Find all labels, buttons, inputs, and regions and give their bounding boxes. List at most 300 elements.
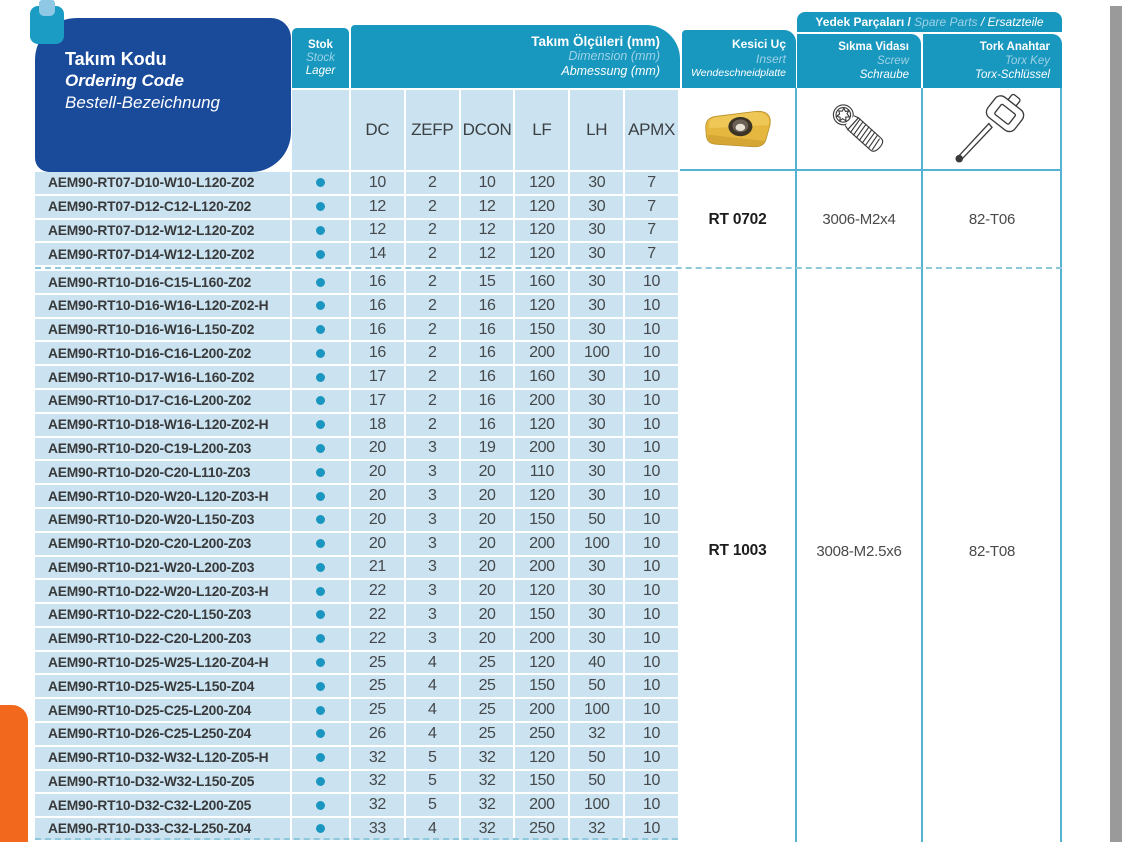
stock-dot xyxy=(316,515,325,524)
value-dc: 25 xyxy=(351,652,404,676)
value-lf: 110 xyxy=(515,461,568,485)
value-dcon: 16 xyxy=(461,342,514,366)
spare-parts-label-tr: Yedek Parçaları / xyxy=(815,15,915,29)
stock-cell xyxy=(292,533,349,557)
stock-dot xyxy=(316,682,325,691)
table-row xyxy=(35,557,678,581)
stock-cell xyxy=(292,461,349,485)
value-lf: 120 xyxy=(515,414,568,438)
value-dcon: 16 xyxy=(461,390,514,414)
stock-dot xyxy=(316,492,325,501)
value-dcon: 16 xyxy=(461,295,514,319)
value-dc: 17 xyxy=(351,390,404,414)
screw-label-de: Schraube xyxy=(859,69,909,81)
value-dcon: 20 xyxy=(461,628,514,652)
value-dc: 32 xyxy=(351,794,404,818)
grid-line-horizontal xyxy=(680,169,1062,171)
value-dcon: 32 xyxy=(461,747,514,771)
torx-screw-drawing xyxy=(797,88,921,169)
stock-cell xyxy=(292,390,349,414)
spare-parts-label-de: / Ersatzteile xyxy=(977,15,1044,29)
ordering-code: AEM90-RT10-D20-W20-L150-Z03 xyxy=(35,509,290,533)
table-row xyxy=(35,390,678,414)
value-dcon: 32 xyxy=(461,818,514,842)
value-apmx: 7 xyxy=(625,243,678,267)
value-apmx: 10 xyxy=(625,723,678,747)
stock-dot xyxy=(316,373,325,382)
value-dcon: 20 xyxy=(461,580,514,604)
stock-cell xyxy=(292,699,349,723)
ordering-code: AEM90-RT10-D16-W16-L120-Z02-H xyxy=(35,295,290,319)
value-zefp: 4 xyxy=(406,675,459,699)
value-lh: 50 xyxy=(570,771,623,795)
group2-screw-code: 3008-M2.5x6 xyxy=(816,542,902,560)
ordering-code: AEM90-RT07-D14-W12-L120-Z02 xyxy=(35,243,290,267)
value-zefp: 3 xyxy=(406,509,459,533)
stock-dot xyxy=(316,753,325,762)
stock-cell xyxy=(292,342,349,366)
value-dcon: 20 xyxy=(461,604,514,628)
value-lf: 120 xyxy=(515,243,568,267)
ordering-code: AEM90-RT10-D20-C20-L200-Z03 xyxy=(35,533,290,557)
bottom-divider-dashed xyxy=(35,838,678,840)
value-lh: 50 xyxy=(570,675,623,699)
value-dcon: 20 xyxy=(461,557,514,581)
ordering-code: AEM90-RT07-D12-C12-L120-Z02 xyxy=(35,196,290,220)
value-lf: 200 xyxy=(515,533,568,557)
stock-cell xyxy=(292,628,349,652)
stock-column-header xyxy=(292,28,349,88)
value-dc: 32 xyxy=(351,771,404,795)
value-lh: 32 xyxy=(570,818,623,842)
value-zefp: 3 xyxy=(406,557,459,581)
value-lh: 30 xyxy=(570,438,623,462)
stock-cell xyxy=(292,271,349,295)
stock-cell xyxy=(292,438,349,462)
stock-cell xyxy=(292,557,349,581)
ordering-code: AEM90-RT10-D16-C16-L200-Z02 xyxy=(35,342,290,366)
insert-label-tr: Kesici Uç xyxy=(731,37,786,52)
value-apmx: 10 xyxy=(625,747,678,771)
milling-insert-photo xyxy=(680,88,795,169)
ordering-code: AEM90-RT10-D17-W16-L160-Z02 xyxy=(35,366,290,390)
value-lh: 30 xyxy=(570,580,623,604)
stock-cell xyxy=(292,243,349,267)
value-dcon: 12 xyxy=(461,196,514,220)
ordering-code: AEM90-RT10-D25-C25-L200-Z04 xyxy=(35,699,290,723)
value-dcon: 16 xyxy=(461,366,514,390)
ordering-code: AEM90-RT10-D32-C32-L200-Z05 xyxy=(35,794,290,818)
value-lh: 30 xyxy=(570,271,623,295)
ordering-code: AEM90-RT10-D17-C16-L200-Z02 xyxy=(35,390,290,414)
group2-insert-code: RT 1003 xyxy=(708,542,767,559)
ordering-code: AEM90-RT10-D32-W32-L150-Z05 xyxy=(35,771,290,795)
ordering-code: AEM90-RT10-D20-W20-L120-Z03-H xyxy=(35,485,290,509)
value-lf: 250 xyxy=(515,818,568,842)
value-dc: 16 xyxy=(351,271,404,295)
value-apmx: 10 xyxy=(625,557,678,581)
stock-dot xyxy=(316,178,325,187)
value-dc: 20 xyxy=(351,509,404,533)
value-lf: 250 xyxy=(515,723,568,747)
dimensions-label-de: Abmessung (mm) xyxy=(561,64,660,78)
value-dc: 20 xyxy=(351,533,404,557)
value-dc: 20 xyxy=(351,438,404,462)
stock-dot xyxy=(316,202,325,211)
value-apmx: 10 xyxy=(625,271,678,295)
table-row xyxy=(35,723,678,747)
screw-label-en: Screw xyxy=(877,55,909,67)
value-dc: 33 xyxy=(351,818,404,842)
value-lf: 200 xyxy=(515,557,568,581)
page-edge-orange-tab xyxy=(0,705,28,842)
table-row xyxy=(35,533,678,557)
ordering-code: AEM90-RT10-D21-W20-L200-Z03 xyxy=(35,557,290,581)
value-dc: 32 xyxy=(351,747,404,771)
stock-dot xyxy=(316,349,325,358)
ordering-code: AEM90-RT10-D22-C20-L200-Z03 xyxy=(35,628,290,652)
stock-cell xyxy=(292,723,349,747)
value-lf: 120 xyxy=(515,295,568,319)
stock-dot xyxy=(316,468,325,477)
value-lf: 200 xyxy=(515,438,568,462)
value-dc: 12 xyxy=(351,196,404,220)
value-lf: 150 xyxy=(515,771,568,795)
table-row xyxy=(35,438,678,462)
value-zefp: 3 xyxy=(406,461,459,485)
spare-parts-header xyxy=(797,12,1062,32)
value-lh: 30 xyxy=(570,628,623,652)
screw-column-header xyxy=(797,34,921,88)
table-row xyxy=(35,652,678,676)
table-row xyxy=(35,675,678,699)
value-zefp: 5 xyxy=(406,771,459,795)
ordering-code: AEM90-RT10-D20-C19-L200-Z03 xyxy=(35,438,290,462)
value-lf: 120 xyxy=(515,747,568,771)
table-row xyxy=(35,196,678,220)
screw-label-tr: Sıkma Vidası xyxy=(838,41,909,53)
table-row xyxy=(35,604,678,628)
stock-cell xyxy=(292,366,349,390)
table-row xyxy=(35,271,678,295)
value-apmx: 7 xyxy=(625,196,678,220)
ordering-code: AEM90-RT10-D22-C20-L150-Z03 xyxy=(35,604,290,628)
value-apmx: 10 xyxy=(625,580,678,604)
stock-dot xyxy=(316,301,325,310)
value-lh: 30 xyxy=(570,172,623,196)
group1-torx-code: 82-T06 xyxy=(968,211,1016,228)
stock-dot xyxy=(316,824,325,833)
value-apmx: 10 xyxy=(625,699,678,723)
stock-cell xyxy=(292,794,349,818)
stock-dot xyxy=(316,396,325,405)
group1-screw-code: 3006-M2x4 xyxy=(822,211,896,228)
value-lh: 30 xyxy=(570,414,623,438)
value-zefp: 2 xyxy=(406,196,459,220)
value-lf: 120 xyxy=(515,172,568,196)
value-lh: 30 xyxy=(570,319,623,343)
value-lh: 30 xyxy=(570,196,623,220)
value-dcon: 20 xyxy=(461,485,514,509)
ordering-code: AEM90-RT10-D32-W32-L120-Z05-H xyxy=(35,747,290,771)
value-apmx: 10 xyxy=(625,628,678,652)
col-label-dc: DC xyxy=(351,90,404,170)
value-lh: 32 xyxy=(570,723,623,747)
ordering-code: AEM90-RT07-D12-W12-L120-Z02 xyxy=(35,220,290,244)
value-lh: 30 xyxy=(570,295,623,319)
value-lh: 50 xyxy=(570,747,623,771)
value-lh: 30 xyxy=(570,390,623,414)
value-lh: 100 xyxy=(570,794,623,818)
stock-label-tr: Stok xyxy=(308,38,333,51)
value-apmx: 10 xyxy=(625,438,678,462)
value-zefp: 2 xyxy=(406,414,459,438)
stock-cell xyxy=(292,747,349,771)
value-zefp: 4 xyxy=(406,723,459,747)
value-zefp: 2 xyxy=(406,295,459,319)
ordering-code: AEM90-RT10-D26-C25-L250-Z04 xyxy=(35,723,290,747)
value-lf: 150 xyxy=(515,319,568,343)
value-apmx: 10 xyxy=(625,794,678,818)
group2-torx-code: 82-T08 xyxy=(968,542,1016,560)
value-dcon: 32 xyxy=(461,794,514,818)
value-dc: 14 xyxy=(351,243,404,267)
value-zefp: 3 xyxy=(406,628,459,652)
value-dcon: 19 xyxy=(461,438,514,462)
value-dc: 16 xyxy=(351,295,404,319)
value-apmx: 10 xyxy=(625,533,678,557)
grid-line-vertical-1 xyxy=(795,88,797,842)
table-row xyxy=(35,461,678,485)
catalog-tab-icon xyxy=(30,6,64,44)
stock-dot xyxy=(316,278,325,287)
value-apmx: 10 xyxy=(625,652,678,676)
stock-cell xyxy=(292,604,349,628)
value-lf: 120 xyxy=(515,196,568,220)
stock-dot xyxy=(316,777,325,786)
table-row xyxy=(35,220,678,244)
value-zefp: 2 xyxy=(406,271,459,295)
value-zefp: 3 xyxy=(406,485,459,509)
value-apmx: 10 xyxy=(625,390,678,414)
stock-label-de: Lager xyxy=(305,64,336,77)
torx-key-label-en: Torx Key xyxy=(1005,55,1050,67)
value-lh: 30 xyxy=(570,485,623,509)
value-dcon: 25 xyxy=(461,675,514,699)
value-apmx: 10 xyxy=(625,818,678,842)
value-zefp: 3 xyxy=(406,580,459,604)
value-dcon: 20 xyxy=(461,533,514,557)
ordering-code: AEM90-RT10-D33-C32-L250-Z04 xyxy=(35,818,290,842)
torx-key-column-header xyxy=(923,34,1062,88)
stock-cell xyxy=(292,509,349,533)
value-apmx: 10 xyxy=(625,414,678,438)
value-lh: 30 xyxy=(570,557,623,581)
value-dc: 20 xyxy=(351,461,404,485)
value-lf: 200 xyxy=(515,390,568,414)
value-apmx: 10 xyxy=(625,319,678,343)
value-lf: 120 xyxy=(515,580,568,604)
value-dc: 16 xyxy=(351,342,404,366)
value-lf: 200 xyxy=(515,699,568,723)
table-row xyxy=(35,485,678,509)
value-zefp: 5 xyxy=(406,747,459,771)
value-lh: 100 xyxy=(570,342,623,366)
stock-dot xyxy=(316,563,325,572)
torx-key-label-tr: Tork Anahtar xyxy=(979,41,1050,53)
value-dc: 20 xyxy=(351,485,404,509)
value-dcon: 16 xyxy=(461,414,514,438)
value-zefp: 3 xyxy=(406,533,459,557)
value-dcon: 20 xyxy=(461,461,514,485)
table-row xyxy=(35,342,678,366)
value-dcon: 15 xyxy=(461,271,514,295)
value-zefp: 4 xyxy=(406,818,459,842)
insert-column-header xyxy=(682,30,796,88)
value-zefp: 4 xyxy=(406,652,459,676)
ordering-code: AEM90-RT10-D16-W16-L150-Z02 xyxy=(35,319,290,343)
value-lf: 150 xyxy=(515,509,568,533)
ordering-code-title-en: Ordering Code xyxy=(65,71,185,90)
stock-subheader-cell xyxy=(292,90,349,170)
stock-cell xyxy=(292,771,349,795)
stock-cell xyxy=(292,580,349,604)
col-label-zefp: ZEFP xyxy=(406,90,459,170)
dimensions-label-en: Dimension (mm) xyxy=(568,49,660,63)
ordering-code-header xyxy=(35,18,291,172)
stock-dot xyxy=(316,226,325,235)
ordering-code: AEM90-RT10-D20-C20-L110-Z03 xyxy=(35,461,290,485)
col-label-dcon: DCON xyxy=(461,90,514,170)
value-dc: 25 xyxy=(351,699,404,723)
stock-dot xyxy=(316,729,325,738)
table-row xyxy=(35,747,678,771)
table-body xyxy=(35,172,678,842)
value-lf: 200 xyxy=(515,628,568,652)
value-lf: 160 xyxy=(515,271,568,295)
stock-dot xyxy=(316,539,325,548)
value-dcon: 12 xyxy=(461,243,514,267)
table-row xyxy=(35,794,678,818)
ordering-code: AEM90-RT10-D25-W25-L120-Z04-H xyxy=(35,652,290,676)
value-dcon: 12 xyxy=(461,220,514,244)
value-lf: 120 xyxy=(515,652,568,676)
table-row xyxy=(35,295,678,319)
value-lf: 150 xyxy=(515,675,568,699)
stock-dot xyxy=(316,325,325,334)
value-zefp: 2 xyxy=(406,220,459,244)
stock-cell xyxy=(292,485,349,509)
value-zefp: 2 xyxy=(406,390,459,414)
torx-key-drawing xyxy=(923,88,1060,169)
value-dcon: 32 xyxy=(461,771,514,795)
ordering-code: AEM90-RT10-D22-W20-L120-Z03-H xyxy=(35,580,290,604)
insert-label-de: Wendeschneidplatte xyxy=(691,67,786,80)
value-dc: 25 xyxy=(351,675,404,699)
stock-cell xyxy=(292,295,349,319)
value-lh: 50 xyxy=(570,509,623,533)
value-dc: 18 xyxy=(351,414,404,438)
insert-label-en: Insert xyxy=(755,51,786,66)
group1-insert-code: RT 0702 xyxy=(708,210,767,228)
value-dcon: 25 xyxy=(461,699,514,723)
stock-dot xyxy=(316,801,325,810)
value-zefp: 2 xyxy=(406,319,459,343)
stock-cell xyxy=(292,319,349,343)
value-zefp: 2 xyxy=(406,366,459,390)
value-lh: 100 xyxy=(570,533,623,557)
value-dc: 22 xyxy=(351,604,404,628)
stock-dot xyxy=(316,250,325,259)
value-apmx: 7 xyxy=(625,172,678,196)
value-dcon: 25 xyxy=(461,723,514,747)
ordering-code: AEM90-RT07-D10-W10-L120-Z02 xyxy=(35,172,290,196)
value-apmx: 10 xyxy=(625,509,678,533)
value-dcon: 10 xyxy=(461,172,514,196)
table-row xyxy=(35,628,678,652)
col-label-lf: LF xyxy=(515,90,568,170)
value-apmx: 10 xyxy=(625,485,678,509)
dimension-subheader-row xyxy=(351,90,678,170)
value-lf: 160 xyxy=(515,366,568,390)
stock-dot xyxy=(316,420,325,429)
stock-dot xyxy=(316,587,325,596)
value-apmx: 10 xyxy=(625,461,678,485)
group-divider-dashed xyxy=(35,267,1062,269)
value-dc: 26 xyxy=(351,723,404,747)
stock-cell xyxy=(292,652,349,676)
ordering-code: AEM90-RT10-D16-C15-L160-Z02 xyxy=(35,271,290,295)
value-lh: 30 xyxy=(570,604,623,628)
value-dc: 10 xyxy=(351,172,404,196)
value-dcon: 16 xyxy=(461,319,514,343)
value-zefp: 4 xyxy=(406,699,459,723)
value-dc: 22 xyxy=(351,580,404,604)
table-row xyxy=(35,580,678,604)
page-edge-gray-strip xyxy=(1110,6,1122,842)
value-dc: 16 xyxy=(351,319,404,343)
value-zefp: 3 xyxy=(406,438,459,462)
col-label-lh: LH xyxy=(570,90,623,170)
stock-cell xyxy=(292,675,349,699)
value-lh: 30 xyxy=(570,220,623,244)
stock-dot xyxy=(316,610,325,619)
stock-dot xyxy=(316,634,325,643)
stock-label-en: Stock xyxy=(306,51,335,64)
torx-key-label-de: Torx-Schlüssel xyxy=(975,69,1050,81)
catalog-tab-icon-notch xyxy=(39,0,55,16)
table-row xyxy=(35,172,678,196)
value-lh: 40 xyxy=(570,652,623,676)
value-apmx: 10 xyxy=(625,675,678,699)
dimensions-label-tr: Takım Ölçüleri (mm) xyxy=(531,34,660,49)
value-lh: 100 xyxy=(570,699,623,723)
grid-line-vertical-2 xyxy=(921,88,923,842)
value-lh: 30 xyxy=(570,243,623,267)
ordering-code-title-de: Bestell-Bezeichnung xyxy=(65,93,220,112)
dimensions-header xyxy=(351,25,680,88)
value-apmx: 10 xyxy=(625,771,678,795)
value-dc: 22 xyxy=(351,628,404,652)
stock-dot xyxy=(316,706,325,715)
value-dcon: 20 xyxy=(461,509,514,533)
stock-cell xyxy=(292,172,349,196)
ordering-code-title-tr: Takım Kodu xyxy=(65,49,167,69)
value-zefp: 2 xyxy=(406,243,459,267)
value-apmx: 10 xyxy=(625,295,678,319)
stock-dot xyxy=(316,658,325,667)
value-lf: 200 xyxy=(515,794,568,818)
